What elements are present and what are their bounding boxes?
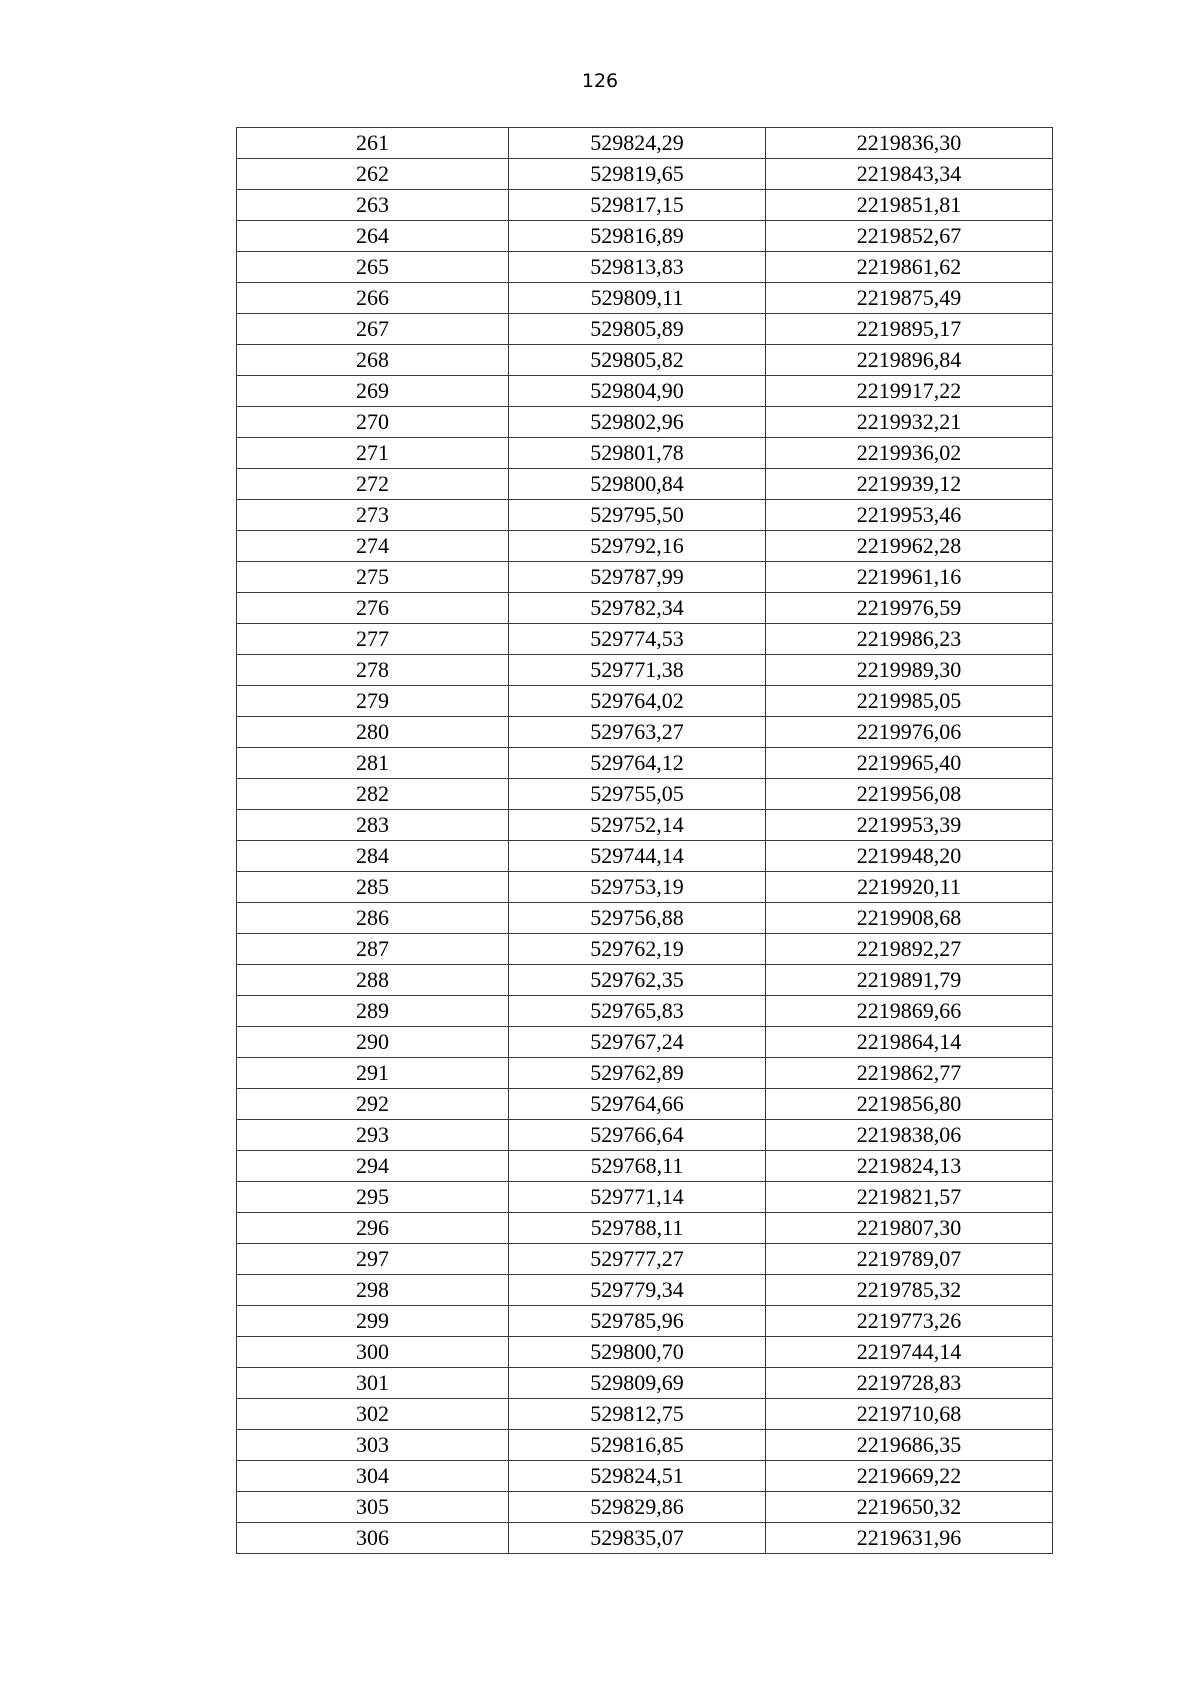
table-row: [237, 841, 1053, 872]
table-row: [237, 624, 1053, 655]
table-row: [237, 1213, 1053, 1244]
table-row: [237, 1430, 1053, 1461]
table-row: [237, 221, 1053, 252]
y-coordinate-cell: 2219669,22: [766, 1461, 1053, 1492]
point-number-cell: 291: [237, 1058, 509, 1089]
table-row: [237, 1151, 1053, 1182]
table-row: [237, 407, 1053, 438]
x-coordinate-cell: 529762,35: [509, 965, 766, 996]
y-coordinate-cell: 2219807,30: [766, 1213, 1053, 1244]
x-coordinate-cell: 529824,29: [509, 128, 766, 159]
table-row: [237, 562, 1053, 593]
table-row: [237, 1058, 1053, 1089]
y-coordinate-cell: 2219962,28: [766, 531, 1053, 562]
y-coordinate-cell: 2219917,22: [766, 376, 1053, 407]
table-row: [237, 283, 1053, 314]
point-number-cell: 271: [237, 438, 509, 469]
point-number-cell: 272: [237, 469, 509, 500]
x-coordinate-cell: 529819,65: [509, 159, 766, 190]
x-coordinate-cell: 529753,19: [509, 872, 766, 903]
y-coordinate-cell: 2219965,40: [766, 748, 1053, 779]
x-coordinate-cell: 529788,11: [509, 1213, 766, 1244]
table-row: [237, 1337, 1053, 1368]
table-row: [237, 1275, 1053, 1306]
point-number-cell: 267: [237, 314, 509, 345]
x-coordinate-cell: 529752,14: [509, 810, 766, 841]
point-number-cell: 301: [237, 1368, 509, 1399]
y-coordinate-cell: 2219843,34: [766, 159, 1053, 190]
table-row: [237, 1368, 1053, 1399]
y-coordinate-cell: 2219891,79: [766, 965, 1053, 996]
y-coordinate-cell: 2219986,23: [766, 624, 1053, 655]
y-coordinate-cell: 2219976,59: [766, 593, 1053, 624]
x-coordinate-cell: 529785,96: [509, 1306, 766, 1337]
y-coordinate-cell: 2219939,12: [766, 469, 1053, 500]
y-coordinate-cell: 2219862,77: [766, 1058, 1053, 1089]
y-coordinate-cell: 2219821,57: [766, 1182, 1053, 1213]
x-coordinate-cell: 529766,64: [509, 1120, 766, 1151]
table-row: [237, 190, 1053, 221]
y-coordinate-cell: 2219892,27: [766, 934, 1053, 965]
table-row: [237, 252, 1053, 283]
y-coordinate-cell: 2219985,05: [766, 686, 1053, 717]
table-row: [237, 965, 1053, 996]
x-coordinate-cell: 529782,34: [509, 593, 766, 624]
point-number-cell: 295: [237, 1182, 509, 1213]
x-coordinate-cell: 529792,16: [509, 531, 766, 562]
y-coordinate-cell: 2219936,02: [766, 438, 1053, 469]
y-coordinate-cell: 2219836,30: [766, 128, 1053, 159]
point-number-cell: 302: [237, 1399, 509, 1430]
y-coordinate-cell: 2219824,13: [766, 1151, 1053, 1182]
point-number-cell: 275: [237, 562, 509, 593]
x-coordinate-cell: 529779,34: [509, 1275, 766, 1306]
x-coordinate-cell: 529764,02: [509, 686, 766, 717]
x-coordinate-cell: 529800,70: [509, 1337, 766, 1368]
page-number: 126: [581, 70, 619, 92]
x-coordinate-cell: 529835,07: [509, 1523, 766, 1554]
y-coordinate-cell: 2219976,06: [766, 717, 1053, 748]
x-coordinate-cell: 529765,83: [509, 996, 766, 1027]
point-number-cell: 292: [237, 1089, 509, 1120]
point-number-cell: 306: [237, 1523, 509, 1554]
point-number-cell: 283: [237, 810, 509, 841]
point-number-cell: 296: [237, 1213, 509, 1244]
y-coordinate-cell: 2219948,20: [766, 841, 1053, 872]
y-coordinate-cell: 2219896,84: [766, 345, 1053, 376]
y-coordinate-cell: 2219852,67: [766, 221, 1053, 252]
point-number-cell: 305: [237, 1492, 509, 1523]
table-row: [237, 872, 1053, 903]
point-number-cell: 286: [237, 903, 509, 934]
point-number-cell: 288: [237, 965, 509, 996]
point-number-cell: 282: [237, 779, 509, 810]
point-number-cell: 266: [237, 283, 509, 314]
point-number-cell: 298: [237, 1275, 509, 1306]
table-row: [237, 1461, 1053, 1492]
x-coordinate-cell: 529805,89: [509, 314, 766, 345]
y-coordinate-cell: 2219728,83: [766, 1368, 1053, 1399]
point-number-cell: 293: [237, 1120, 509, 1151]
table-row: [237, 1523, 1053, 1554]
table-row: [237, 593, 1053, 624]
x-coordinate-cell: 529763,27: [509, 717, 766, 748]
x-coordinate-cell: 529755,05: [509, 779, 766, 810]
point-number-cell: 278: [237, 655, 509, 686]
y-coordinate-cell: 2219953,39: [766, 810, 1053, 841]
point-number-cell: 265: [237, 252, 509, 283]
x-coordinate-cell: 529813,83: [509, 252, 766, 283]
x-coordinate-cell: 529744,14: [509, 841, 766, 872]
x-coordinate-cell: 529777,27: [509, 1244, 766, 1275]
point-number-cell: 303: [237, 1430, 509, 1461]
point-number-cell: 261: [237, 128, 509, 159]
table-row: [237, 810, 1053, 841]
point-number-cell: 277: [237, 624, 509, 655]
point-number-cell: 263: [237, 190, 509, 221]
table-row: [237, 438, 1053, 469]
table-row: [237, 1492, 1053, 1523]
table-row: [237, 748, 1053, 779]
point-number-cell: 300: [237, 1337, 509, 1368]
x-coordinate-cell: 529764,66: [509, 1089, 766, 1120]
table-row: [237, 903, 1053, 934]
x-coordinate-cell: 529787,99: [509, 562, 766, 593]
table-row: [237, 1120, 1053, 1151]
table-row: [237, 1399, 1053, 1430]
table-row: [237, 159, 1053, 190]
point-number-cell: 274: [237, 531, 509, 562]
table-row: [237, 655, 1053, 686]
point-number-cell: 273: [237, 500, 509, 531]
y-coordinate-cell: 2219650,32: [766, 1492, 1053, 1523]
y-coordinate-cell: 2219838,06: [766, 1120, 1053, 1151]
y-coordinate-cell: 2219895,17: [766, 314, 1053, 345]
point-number-cell: 289: [237, 996, 509, 1027]
point-number-cell: 269: [237, 376, 509, 407]
x-coordinate-cell: 529756,88: [509, 903, 766, 934]
point-number-cell: 281: [237, 748, 509, 779]
x-coordinate-cell: 529774,53: [509, 624, 766, 655]
y-coordinate-cell: 2219744,14: [766, 1337, 1053, 1368]
y-coordinate-cell: 2219856,80: [766, 1089, 1053, 1120]
table-row: [237, 345, 1053, 376]
x-coordinate-cell: 529816,89: [509, 221, 766, 252]
table-row: [237, 686, 1053, 717]
y-coordinate-cell: 2219864,14: [766, 1027, 1053, 1058]
point-number-cell: 290: [237, 1027, 509, 1058]
table-row: [237, 996, 1053, 1027]
y-coordinate-cell: 2219956,08: [766, 779, 1053, 810]
point-number-cell: 264: [237, 221, 509, 252]
x-coordinate-cell: 529824,51: [509, 1461, 766, 1492]
point-number-cell: 304: [237, 1461, 509, 1492]
y-coordinate-cell: 2219851,81: [766, 190, 1053, 221]
x-coordinate-cell: 529767,24: [509, 1027, 766, 1058]
table-row: [237, 717, 1053, 748]
x-coordinate-cell: 529771,38: [509, 655, 766, 686]
y-coordinate-cell: 2219989,30: [766, 655, 1053, 686]
y-coordinate-cell: 2219710,68: [766, 1399, 1053, 1430]
table-row: [237, 1089, 1053, 1120]
table-row: [237, 779, 1053, 810]
table-row: [237, 500, 1053, 531]
point-number-cell: 262: [237, 159, 509, 190]
y-coordinate-cell: 2219861,62: [766, 252, 1053, 283]
table-row: [237, 1182, 1053, 1213]
y-coordinate-cell: 2219686,35: [766, 1430, 1053, 1461]
x-coordinate-cell: 529809,69: [509, 1368, 766, 1399]
x-coordinate-cell: 529771,14: [509, 1182, 766, 1213]
point-number-cell: 276: [237, 593, 509, 624]
y-coordinate-cell: 2219785,32: [766, 1275, 1053, 1306]
x-coordinate-cell: 529762,89: [509, 1058, 766, 1089]
point-number-cell: 299: [237, 1306, 509, 1337]
point-number-cell: 279: [237, 686, 509, 717]
y-coordinate-cell: 2219773,26: [766, 1306, 1053, 1337]
table-row: [237, 531, 1053, 562]
x-coordinate-cell: 529829,86: [509, 1492, 766, 1523]
y-coordinate-cell: 2219932,21: [766, 407, 1053, 438]
point-number-cell: 297: [237, 1244, 509, 1275]
point-number-cell: 280: [237, 717, 509, 748]
table-row: [237, 1027, 1053, 1058]
point-number-cell: 287: [237, 934, 509, 965]
x-coordinate-cell: 529809,11: [509, 283, 766, 314]
table-row: [237, 314, 1053, 345]
y-coordinate-cell: 2219908,68: [766, 903, 1053, 934]
x-coordinate-cell: 529805,82: [509, 345, 766, 376]
x-coordinate-cell: 529804,90: [509, 376, 766, 407]
coordinates-table-body: [237, 128, 1053, 1554]
y-coordinate-cell: 2219961,16: [766, 562, 1053, 593]
point-number-cell: 268: [237, 345, 509, 376]
table-row: [237, 469, 1053, 500]
x-coordinate-cell: 529768,11: [509, 1151, 766, 1182]
coordinates-table: [236, 127, 1053, 1554]
y-coordinate-cell: 2219789,07: [766, 1244, 1053, 1275]
x-coordinate-cell: 529817,15: [509, 190, 766, 221]
table-row: [237, 1244, 1053, 1275]
point-number-cell: 294: [237, 1151, 509, 1182]
table-row: [237, 128, 1053, 159]
y-coordinate-cell: 2219631,96: [766, 1523, 1053, 1554]
x-coordinate-cell: 529795,50: [509, 500, 766, 531]
point-number-cell: 284: [237, 841, 509, 872]
x-coordinate-cell: 529801,78: [509, 438, 766, 469]
y-coordinate-cell: 2219953,46: [766, 500, 1053, 531]
table-row: [237, 934, 1053, 965]
y-coordinate-cell: 2219875,49: [766, 283, 1053, 314]
y-coordinate-cell: 2219920,11: [766, 872, 1053, 903]
x-coordinate-cell: 529764,12: [509, 748, 766, 779]
x-coordinate-cell: 529816,85: [509, 1430, 766, 1461]
x-coordinate-cell: 529812,75: [509, 1399, 766, 1430]
x-coordinate-cell: 529802,96: [509, 407, 766, 438]
point-number-cell: 285: [237, 872, 509, 903]
x-coordinate-cell: 529762,19: [509, 934, 766, 965]
y-coordinate-cell: 2219869,66: [766, 996, 1053, 1027]
table-row: [237, 376, 1053, 407]
x-coordinate-cell: 529800,84: [509, 469, 766, 500]
point-number-cell: 270: [237, 407, 509, 438]
table-row: [237, 1306, 1053, 1337]
